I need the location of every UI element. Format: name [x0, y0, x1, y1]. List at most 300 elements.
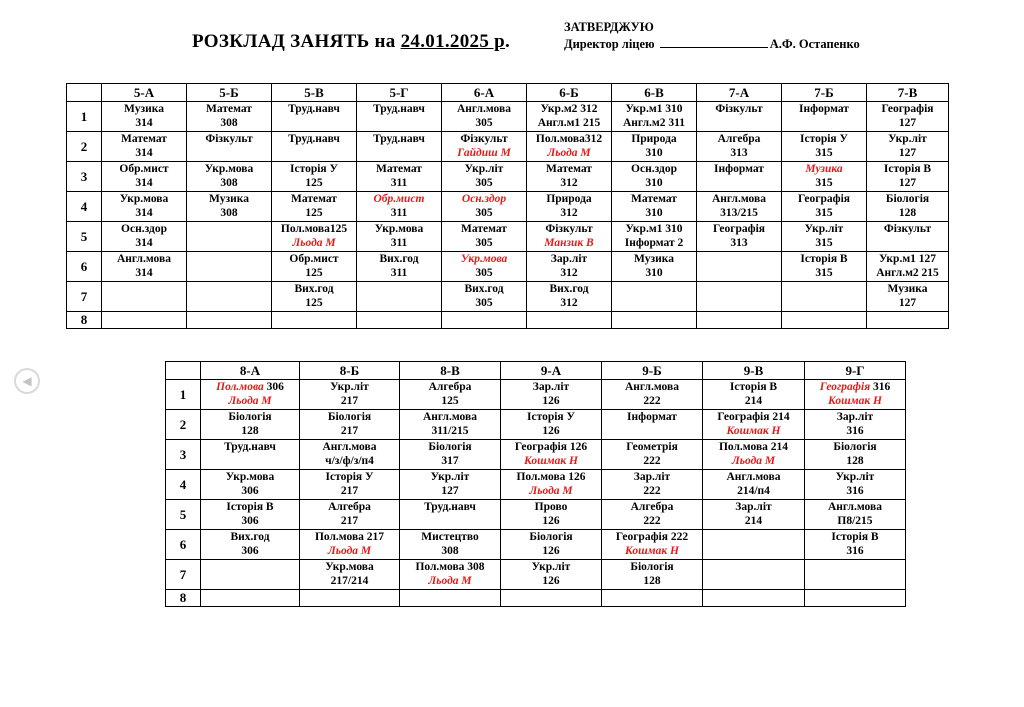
lesson-text: Біологія	[833, 441, 877, 453]
lesson-text: Математ	[631, 193, 677, 205]
lesson-line	[527, 252, 611, 266]
previous-page-arrow-icon[interactable]: ◀	[14, 368, 40, 394]
lesson-text: 315	[815, 177, 833, 189]
lesson-cell	[805, 380, 906, 410]
lesson-text: Математ	[546, 163, 592, 175]
lesson-cell	[782, 192, 867, 222]
lesson-line	[357, 192, 441, 206]
lesson-text: Математ	[206, 103, 252, 115]
lesson-text: 127	[898, 177, 917, 189]
lesson-cell	[400, 440, 501, 470]
lesson-line	[527, 146, 611, 160]
class-header: 9-В	[703, 362, 805, 380]
lesson-line	[201, 544, 299, 558]
lesson-text: Музика	[209, 193, 249, 205]
lesson-cell	[187, 162, 272, 192]
lesson-text: Історія В	[800, 253, 848, 265]
lesson-line	[501, 560, 601, 574]
lesson-text: Вих.год	[379, 253, 419, 265]
lesson-line	[400, 454, 500, 468]
lesson-cell	[602, 530, 703, 560]
lesson-cell	[602, 560, 703, 590]
lesson-cell	[187, 192, 272, 222]
lesson-cell	[501, 560, 602, 590]
lesson-text: 305	[475, 267, 493, 279]
lesson-line	[697, 206, 781, 220]
lesson-text: 128	[846, 455, 864, 467]
highlighted-text: Кошмак Н	[726, 425, 781, 437]
lesson-cell	[703, 530, 805, 560]
lesson-line	[612, 206, 696, 220]
lesson-cell	[805, 530, 906, 560]
lesson-text: 314	[135, 117, 153, 129]
lesson-line	[400, 380, 500, 394]
lesson-cell	[805, 590, 906, 607]
table-row	[67, 252, 949, 282]
lesson-cell	[612, 192, 697, 222]
lesson-text: Укр.м2 312	[540, 103, 598, 115]
lesson-line	[867, 176, 948, 190]
class-header: 7-А	[697, 84, 782, 102]
lesson-line	[867, 102, 948, 116]
class-header: 5-А	[102, 84, 187, 102]
lesson-text: Фізкульт	[205, 133, 253, 145]
lesson-line	[357, 176, 441, 190]
lesson-line	[400, 440, 500, 454]
lesson-line	[272, 162, 356, 176]
lesson-line	[300, 530, 399, 544]
director-label: Директор ліцею	[564, 37, 655, 51]
lesson-text: Географія 214	[717, 411, 790, 423]
lesson-text: 214	[744, 395, 763, 407]
lesson-text: Історія У	[325, 471, 374, 483]
lesson-line	[527, 236, 611, 250]
lesson-text: Пол.мова 126	[516, 471, 586, 483]
lesson-text: Укр.літ	[430, 471, 470, 483]
lesson-line	[805, 484, 905, 498]
lesson-text: Укр.м1 310	[625, 223, 683, 235]
lesson-line	[272, 132, 356, 146]
lesson-line	[201, 424, 299, 438]
lesson-line	[357, 206, 441, 220]
lesson-line	[867, 222, 948, 236]
lesson-line	[300, 574, 399, 588]
lesson-text: 311	[390, 267, 408, 279]
lesson-text: 314	[135, 237, 153, 249]
lesson-text: 126	[542, 515, 560, 527]
lesson-line	[201, 514, 299, 528]
lesson-line	[501, 394, 601, 408]
lesson-text: 316	[846, 485, 864, 497]
lesson-line	[300, 500, 399, 514]
lesson-text: 314	[135, 207, 153, 219]
lesson-number: 7	[67, 282, 102, 312]
lesson-number: 3	[166, 440, 201, 470]
lesson-text: 217	[340, 515, 359, 527]
lesson-line	[272, 222, 356, 236]
highlighted-text: Льода М	[292, 237, 336, 249]
lesson-number: 1	[166, 380, 201, 410]
highlighted-text: Обр.мист	[373, 193, 425, 205]
room-number: 306	[263, 381, 284, 393]
lesson-cell	[272, 132, 357, 162]
lesson-cell	[527, 162, 612, 192]
lesson-cell	[357, 132, 442, 162]
lesson-text: 313	[730, 237, 748, 249]
lesson-text: 312	[560, 297, 578, 309]
lesson-text: Англ.мова	[726, 471, 781, 483]
lesson-line	[612, 132, 696, 146]
lesson-line	[602, 530, 702, 544]
lesson-cell	[102, 102, 187, 132]
lesson-cell	[400, 470, 501, 500]
highlighted-text: Манзик В	[544, 237, 594, 249]
table-row	[67, 192, 949, 222]
table-row	[67, 132, 949, 162]
lesson-cell	[102, 222, 187, 252]
lesson-cell	[501, 380, 602, 410]
lesson-line	[501, 454, 601, 468]
lesson-text: Музика	[124, 103, 164, 115]
lesson-text: Зар.літ	[633, 471, 671, 483]
lesson-text: 312	[560, 267, 578, 279]
lesson-text: 127	[898, 147, 917, 159]
lesson-cell	[300, 470, 400, 500]
lesson-line	[703, 410, 804, 424]
lesson-cell	[400, 410, 501, 440]
highlighted-text: Кошмак Н	[828, 395, 882, 407]
lesson-cell	[805, 440, 906, 470]
lesson-line	[102, 266, 186, 280]
lesson-cell	[697, 102, 782, 132]
class-header: 5-Б	[187, 84, 272, 102]
lesson-line	[703, 424, 804, 438]
lesson-cell	[442, 132, 527, 162]
lesson-text: Прово	[534, 501, 568, 513]
lesson-cell	[442, 192, 527, 222]
highlighted-text: Кошмак Н	[524, 455, 578, 467]
lesson-cell	[527, 132, 612, 162]
lesson-line	[442, 102, 526, 116]
lesson-text: 315	[815, 207, 833, 219]
lesson-line	[400, 470, 500, 484]
highlighted-text: Льода М	[529, 485, 573, 497]
lesson-cell	[501, 590, 602, 607]
lesson-cell	[867, 162, 949, 192]
lesson-text: Біологія	[529, 531, 573, 543]
lesson-line	[300, 424, 399, 438]
lesson-line	[501, 380, 601, 394]
lesson-cell	[357, 192, 442, 222]
room-number: 316	[870, 381, 891, 393]
lesson-line	[357, 222, 441, 236]
lesson-cell	[602, 500, 703, 530]
lesson-line	[201, 530, 299, 544]
lesson-text: 217	[340, 395, 359, 407]
lesson-line	[805, 410, 905, 424]
table-row	[67, 162, 949, 192]
lesson-text: 128	[241, 425, 259, 437]
lesson-text: 125	[305, 297, 323, 309]
schedule-table-grades-5-7	[66, 83, 949, 329]
lesson-cell	[357, 222, 442, 252]
lesson-line	[782, 162, 866, 176]
lesson-text: Біологія	[630, 561, 674, 573]
lesson-text: 315	[815, 267, 833, 279]
lesson-line	[782, 252, 866, 266]
lesson-text: Біологія	[327, 411, 372, 423]
lesson-line	[782, 222, 866, 236]
highlighted-text: Льода М	[547, 147, 591, 159]
lesson-line	[612, 176, 696, 190]
lesson-cell	[527, 252, 612, 282]
table-row	[166, 560, 906, 590]
highlighted-text: Пол.мова	[216, 381, 264, 393]
lesson-text: 127	[441, 485, 459, 497]
lesson-text: Труд.навч	[288, 133, 340, 145]
lesson-line	[102, 132, 186, 146]
lesson-text: Вих.год	[230, 531, 270, 543]
lesson-cell	[300, 590, 400, 607]
lesson-text: Математ	[121, 133, 167, 145]
lesson-text: Біологія	[228, 411, 272, 423]
lesson-cell	[527, 102, 612, 132]
lesson-cell	[201, 440, 300, 470]
lesson-line	[400, 500, 500, 514]
lesson-text: Історія У	[290, 163, 338, 175]
lesson-line	[501, 484, 601, 498]
lesson-line	[612, 162, 696, 176]
lesson-cell	[527, 192, 612, 222]
lesson-line	[805, 514, 905, 528]
title-suffix: .	[505, 31, 511, 52]
lesson-line	[272, 252, 356, 266]
lesson-cell	[867, 312, 949, 329]
lesson-text: Труд.навч	[224, 441, 276, 453]
lesson-line	[102, 146, 186, 160]
lesson-cell	[357, 312, 442, 329]
lesson-line	[612, 146, 696, 160]
lesson-line	[805, 454, 905, 468]
lesson-text: 128	[898, 207, 917, 219]
lesson-line	[703, 380, 804, 394]
lesson-number: 4	[67, 192, 102, 222]
lesson-cell	[697, 312, 782, 329]
lesson-line	[400, 544, 500, 558]
lesson-text: Біологія	[885, 193, 930, 205]
lesson-text: Англ.мова	[827, 501, 882, 513]
lesson-line	[300, 514, 399, 528]
lesson-text: 315	[815, 237, 833, 249]
lesson-text: Труд.навч	[373, 103, 425, 115]
lesson-text: Мистецтво	[421, 531, 479, 543]
lesson-cell	[612, 282, 697, 312]
lesson-cell	[201, 380, 300, 410]
lesson-text: Англ.мова	[456, 103, 511, 115]
lesson-text: Укр.літ	[531, 561, 571, 573]
approval-block	[564, 19, 860, 53]
class-header: 9-Г	[805, 362, 906, 380]
lesson-cell	[201, 590, 300, 607]
lesson-cell	[201, 560, 300, 590]
class-header: 6-А	[442, 84, 527, 102]
class-header: 9-А	[501, 362, 602, 380]
lesson-text: Вих.год	[294, 283, 334, 295]
lesson-line	[442, 176, 526, 190]
lesson-cell	[272, 312, 357, 329]
lesson-text: 125	[305, 207, 323, 219]
lesson-text: Музика	[634, 253, 674, 265]
lesson-text: 222	[643, 485, 661, 497]
lesson-line	[805, 424, 905, 438]
lesson-text: Обр.мист	[119, 163, 169, 175]
lesson-text: 214/п4	[737, 485, 770, 497]
lesson-text: Укр.літ	[464, 163, 504, 175]
lesson-cell	[612, 252, 697, 282]
lesson-line	[602, 514, 702, 528]
lesson-text: Осн.здор	[121, 223, 167, 235]
lesson-number: 1	[67, 102, 102, 132]
lesson-line	[201, 440, 299, 454]
table-row	[67, 312, 949, 329]
lesson-line	[501, 544, 601, 558]
lesson-number: 3	[67, 162, 102, 192]
lesson-cell	[400, 500, 501, 530]
lesson-line	[272, 102, 356, 116]
highlighted-text: Музика	[805, 163, 843, 175]
lesson-text: 316	[846, 425, 864, 437]
lesson-text: Історія У	[527, 411, 575, 423]
lesson-cell	[187, 282, 272, 312]
lesson-line	[782, 192, 866, 206]
lesson-text: Географія 222	[615, 531, 689, 543]
lesson-line	[501, 424, 601, 438]
lesson-text: Алгебра	[630, 501, 674, 513]
lesson-line	[400, 484, 500, 498]
highlighted-text: Осн.здор	[461, 193, 507, 205]
highlighted-text: Льода М	[228, 395, 272, 407]
page-title	[192, 31, 510, 53]
schedule-table-grades-8-9	[165, 361, 906, 607]
lesson-cell	[102, 282, 187, 312]
lesson-line	[867, 282, 948, 296]
lesson-line	[501, 410, 601, 424]
lesson-line	[612, 116, 696, 130]
lesson-cell	[442, 222, 527, 252]
lesson-text: 308	[441, 545, 459, 557]
lesson-line	[602, 380, 702, 394]
lesson-text: Укр.літ	[888, 133, 927, 145]
lesson-line	[501, 574, 601, 588]
class-header: 7-В	[867, 84, 949, 102]
lesson-line	[187, 116, 271, 130]
table-row	[166, 470, 906, 500]
lesson-text: Англ.мова	[711, 193, 766, 205]
lesson-text: 308	[220, 207, 238, 219]
lesson-text: 308	[220, 117, 238, 129]
lesson-cell	[782, 252, 867, 282]
lesson-line	[703, 484, 804, 498]
lesson-line	[442, 162, 526, 176]
lesson-cell	[300, 530, 400, 560]
lesson-text: 305	[475, 237, 493, 249]
lesson-line	[867, 296, 948, 310]
lesson-line	[602, 484, 702, 498]
lesson-text: 222	[643, 515, 661, 527]
lesson-text: Англ.м2 311	[623, 117, 685, 129]
lesson-text: 305	[475, 177, 493, 189]
lesson-text: Укр.літ	[804, 223, 844, 235]
lesson-cell	[272, 252, 357, 282]
lesson-text: Укр.м1 310	[625, 103, 683, 115]
lesson-line	[867, 116, 948, 130]
lesson-text: Зар.літ	[550, 253, 588, 265]
lesson-line	[501, 500, 601, 514]
lesson-cell	[697, 282, 782, 312]
lesson-line	[187, 206, 271, 220]
lesson-cell	[300, 410, 400, 440]
lesson-text: Обр.мист	[289, 253, 339, 265]
lesson-line	[442, 116, 526, 130]
lesson-line	[602, 410, 702, 424]
lesson-line	[102, 116, 186, 130]
lesson-text: Фізкульт	[460, 133, 508, 145]
lesson-cell	[602, 380, 703, 410]
lesson-line	[272, 282, 356, 296]
lesson-line	[782, 266, 866, 280]
lesson-text: Труд.навч	[424, 501, 476, 513]
lesson-text: Фізкульт	[883, 223, 932, 235]
lesson-line	[300, 380, 399, 394]
lesson-text: Укр.мова	[374, 223, 424, 235]
lesson-cell	[501, 470, 602, 500]
lesson-line	[400, 410, 500, 424]
lesson-line	[867, 266, 948, 280]
lesson-text: Пол.мова125	[280, 223, 348, 235]
lesson-line	[102, 222, 186, 236]
lesson-line	[272, 236, 356, 250]
lesson-line	[527, 222, 611, 236]
lesson-cell	[357, 162, 442, 192]
lesson-line	[782, 102, 866, 116]
lesson-text: 310	[645, 207, 663, 219]
lesson-text: Географія	[712, 223, 766, 235]
lesson-line	[602, 500, 702, 514]
lesson-line	[357, 132, 441, 146]
lesson-text: 305	[475, 207, 493, 219]
lesson-cell	[703, 470, 805, 500]
lesson-line	[201, 380, 299, 394]
lesson-text: 315	[815, 147, 833, 159]
lesson-number: 6	[67, 252, 102, 282]
lesson-text: Англ.мова	[624, 381, 679, 393]
lesson-cell	[782, 312, 867, 329]
lesson-text: 311/215	[431, 425, 469, 437]
lesson-text: 222	[643, 395, 661, 407]
lesson-cell	[805, 500, 906, 530]
lesson-line	[602, 440, 702, 454]
lesson-line	[442, 252, 526, 266]
lesson-cell	[272, 192, 357, 222]
lesson-text: 305	[475, 117, 493, 129]
lesson-number: 6	[166, 530, 201, 560]
lesson-cell	[527, 222, 612, 252]
lesson-text: 127	[898, 297, 917, 309]
lesson-line	[102, 162, 186, 176]
lesson-text: 222	[643, 455, 661, 467]
lesson-line	[102, 192, 186, 206]
highlighted-text: Льода М	[731, 455, 776, 467]
